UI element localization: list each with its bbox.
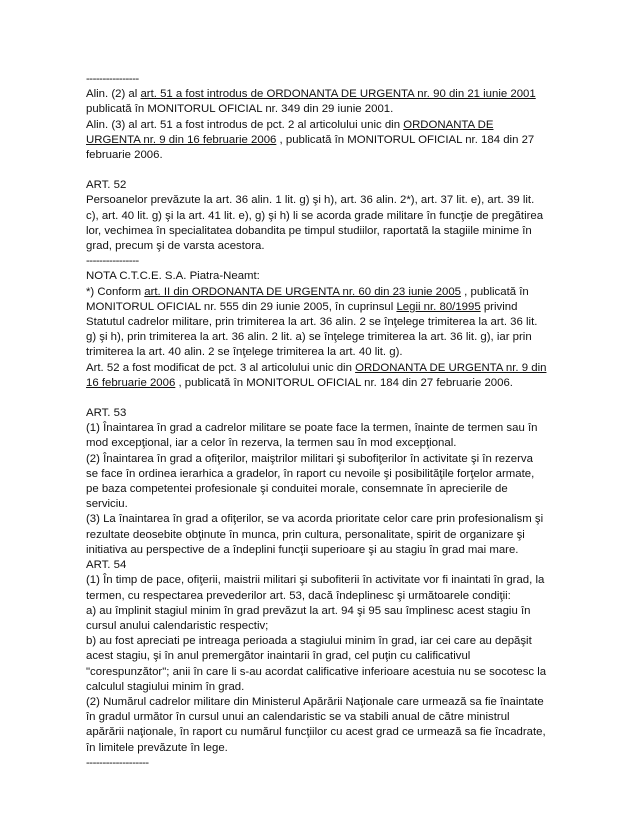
paragraph-text: ART. 54 xyxy=(86,559,127,572)
paragraph-text: , publicată în MONITORUL OFICIAL nr. 555 din 29 iunie 2005, în cuprinsul xyxy=(86,285,529,313)
legal-reference-link[interactable]: ORDONANTA DE URGENTA nr. 9 din 16 februarie 2006 xyxy=(86,118,494,146)
paragraph-alin3 xyxy=(86,118,548,164)
paragraph-art54-a xyxy=(86,604,548,634)
separator-line: ------------------- xyxy=(86,756,149,769)
paragraph-art54-title xyxy=(86,558,548,573)
paragraph-text: Art. 52 a fost modificat de pct. 3 al articolului unic din xyxy=(86,361,356,374)
paragraph-text: NOTA C.T.C.E. S.A. Piatra-Neamt: xyxy=(86,270,260,283)
paragraph-text: *) Conform xyxy=(86,285,145,298)
document-page xyxy=(86,72,548,771)
paragraph-alin2 xyxy=(86,87,548,117)
paragraph-text: , publicată în MONITORUL OFICIAL nr. 184 din 27 februarie 2006. xyxy=(175,376,513,389)
legal-reference-link[interactable]: art. 51 a fost introdus de ORDONANTA DE URGENTA nr. 90 din 21 iunie 2001 xyxy=(140,88,536,101)
paragraph-text: Persoanelor prevăzute la art. 36 alin. 1 lit. g) şi h), art. 36 alin. 2*), art. 37 lit. e), art. 39 lit. c), art. 40 lit. g) şi la art. 41 lit. e), g) şi h) li se acorda grade militare în funcţie de pregătirea lor, vechimea în specialitatea dobandita pe timpul studiilor, raportată la stagiile minime în grad, precum şi de varsta acestora. xyxy=(86,194,544,253)
paragraph-gap xyxy=(86,391,548,406)
paragraph-text: ART. 53 xyxy=(86,407,127,420)
paragraph-art53-3 xyxy=(86,512,548,558)
paragraph-art52-mod xyxy=(86,361,548,391)
paragraph-art52-title xyxy=(86,178,548,193)
paragraph-text: , publicată în MONITORUL OFICIAL nr. 184 din 27 februarie 2006. xyxy=(86,133,535,162)
separator-line: ---------------- xyxy=(86,73,139,85)
paragraph-text: (1) Înaintarea în grad a cadrelor militare se poate face la termen, înainte de termen sau în mod excepţional, iar a celor în rezerva, la termen sau în mod excepţional. xyxy=(86,422,538,450)
legal-reference-link[interactable]: ORDONANTA DE URGENTA nr. 9 din 16 februarie 2006 xyxy=(86,361,547,389)
paragraph-text: ART. 52 xyxy=(86,179,127,192)
paragraph-text: publicată în MONITORUL OFICIAL nr. 349 din 29 iunie 2001. xyxy=(86,103,394,116)
paragraph-text: privind Statutul cadrelor militare, prin trimiterea la art. 36 alin. 2 se înţelege trimiterea la art. 36 lit. g) şi h), prin trimiterea la art. 36 alin. 2 lit. a) se înţelege trimiterea la art. 36 lit. g), iar prin trimiterea la art. 40 alin. 2 se înţelege trimiterea la art. 40 lit. g). xyxy=(86,300,538,359)
paragraph-art53-1 xyxy=(86,421,548,451)
paragraph-text: (2) Numărul cadrelor militare din Ministerul Apărării Naţionale care urmează sa fie înaintate în gradul următor în cursul unui an calendaristic se va stabili anual de către ministrul apărării naţionale, în raport cu numărul funcţiilor cu acest grad ce urmează sa fie încadrate, în limitele prevăzute în lege. xyxy=(86,695,546,754)
paragraph-text: b) au fost apreciati pe intreaga perioada a stagiului minim în grad, iar cei care au depăşit acest stagiu, şi în anul premergător inaintarii în grad, cel puţin cu calificativul "corespunzător"; anii în care li s-au acordat calificative inferioare acestuia nu se socotesc la calculul stagiului minim în grad. xyxy=(86,635,547,693)
paragraph-art53-2 xyxy=(86,452,548,513)
paragraph-text: a) au împlinit stagiul minim în grad prevăzut la art. 94 şi 95 sau împlinesc acest stagiu în cursul anului calendaristic respectiv; xyxy=(86,604,531,632)
paragraph-text: (3) La înaintarea în grad a ofiţerilor, se va acorda prioritate celor care prin profesionalism şi rezultate deosebite obţinute în munca, prin cultura, personalitate, spirit de organizare şi initiativa au perspective de a îndeplini funcţii superioare şi au stagiu în grad mai mare. xyxy=(86,513,544,556)
paragraph-text: Alin. (2) al xyxy=(86,88,141,101)
paragraph-art54-1 xyxy=(86,573,548,603)
paragraph-text: (1) În timp de pace, ofiţerii, maistrii militari şi subofiterii în activitate vor fi inaintati în grad, la termen, cu respectarea prevederilor art. 53, dacă îndeplinesc şi următoarele condiţii: xyxy=(86,574,545,602)
paragraph-art52-body xyxy=(86,193,548,254)
paragraph-nota xyxy=(86,269,548,284)
paragraph-gap xyxy=(86,163,548,178)
legal-reference-link[interactable]: art. II din ORDONANTA DE URGENTA nr. 60 din 23 iunie 2005 xyxy=(144,285,461,298)
separator-line: ---------------- xyxy=(86,255,139,268)
paragraph-art54-b xyxy=(86,634,548,695)
paragraph-art54-2 xyxy=(86,695,548,756)
paragraph-text: Alin. (3) al art. 51 a fost introdus de pct. 2 al articolului unic din xyxy=(86,118,404,131)
paragraph-text: (2) Înaintarea în grad a ofiţerilor, maiştrilor militari şi subofiţerilor în activitate şi în rezerva se face în ordinea ierarhica a gradelor, în raport cu nevoile şi posibilităţile forţelor armate, pe baza competentei profesionale şi conduitei morale, consemnate în aprecierile de serviciu. xyxy=(86,452,535,511)
legal-reference-link[interactable]: Legii nr. 80/1995 xyxy=(396,300,481,313)
paragraph-conform xyxy=(86,285,548,361)
paragraph-art53-title xyxy=(86,406,548,421)
